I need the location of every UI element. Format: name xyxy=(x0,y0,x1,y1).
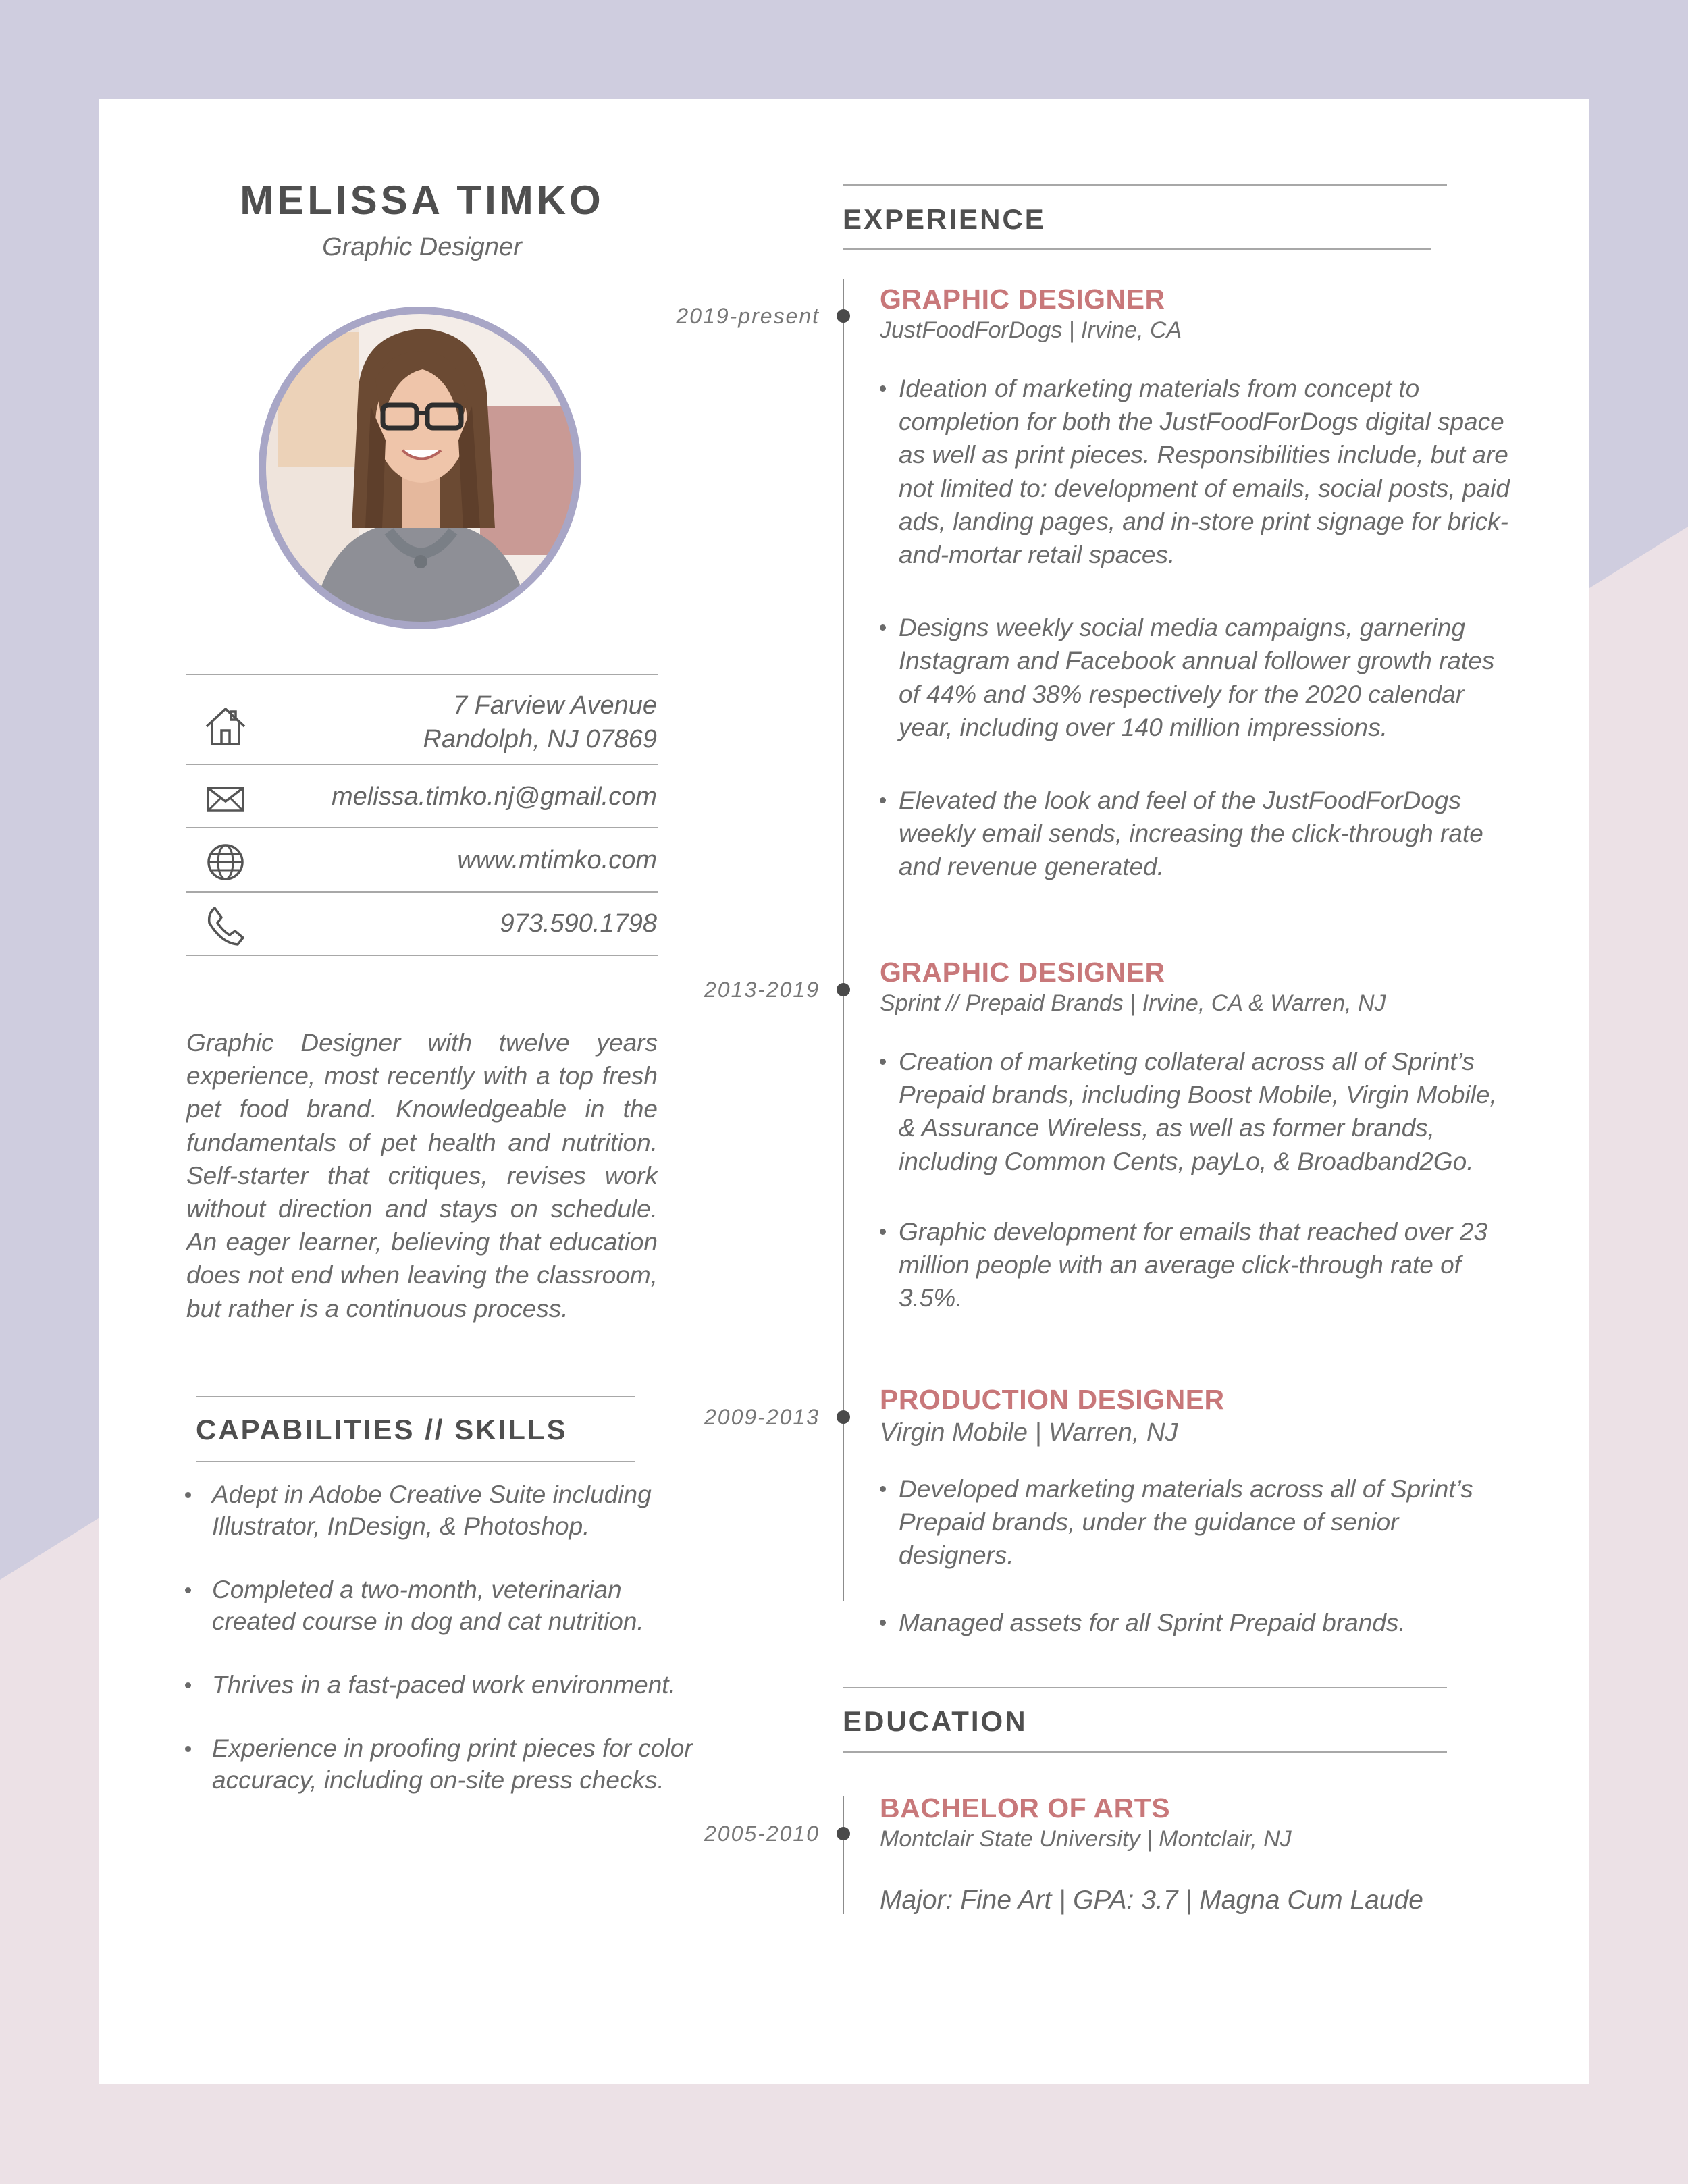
contact-rule xyxy=(186,827,658,828)
address-line1: 7 Farview Avenue xyxy=(452,691,657,720)
skill-item: Adept in Adobe Creative Suite including Illustrator, InDesign, & Photoshop. xyxy=(182,1479,695,1542)
job-title: PRODUCTION DESIGNER xyxy=(880,1384,1225,1415)
job-title: GRAPHIC DESIGNER xyxy=(880,957,1165,988)
skill-item: Experience in proofing print pieces for color accuracy, including on-site press checks. xyxy=(182,1732,695,1796)
job-bullet: Managed assets for all Sprint Prepaid brands. xyxy=(880,1606,1514,1639)
experience-rule-bottom xyxy=(843,248,1431,250)
job-bullet: Ideation of marketing materials from concept to completion for both the JustFoodForDogs digital space as well as print pieces. Responsibilities include, but are not limited to: development of emails, social posts, paid ads, landing pages, and in-store print signage for brick-and-mortar retail spaces. xyxy=(880,372,1514,571)
job-company: JustFoodForDogs | Irvine, CA xyxy=(880,317,1182,343)
profile-summary: Graphic Designer with twelve years experience, most recently with a top fresh pet food brand. Knowledgeable in the fundamentals of pet health and nutrition. Self-starter that critiques, revises work without direction and stays on schedule. An eager learner, believing that education does not end when leaving the classroom, but rather is a continuous process. xyxy=(186,1029,658,1323)
profile-photo xyxy=(257,305,583,631)
skills-heading: CAPABILITIES // SKILLS xyxy=(196,1414,568,1445)
job-dates: 2019-present xyxy=(676,304,820,328)
phone-number[interactable]: 973.590.1798 xyxy=(500,909,657,938)
timeline-dot xyxy=(837,983,850,996)
email-link[interactable]: melissa.timko.nj@gmail.com xyxy=(331,782,657,811)
job-bullet: Elevated the look and feel of the JustFoodForDogs weekly email sends, increasing the click-through rate and revenue generated. xyxy=(880,784,1514,884)
education-detail: Major: Fine Art | GPA: 3.7 | Magna Cum Laude xyxy=(880,1886,1423,1915)
job-bullets xyxy=(880,1472,1514,1639)
skill-item: Thrives in a fast-paced work environment. xyxy=(182,1669,695,1701)
job-bullets xyxy=(880,1045,1514,1314)
candidate-role: Graphic Designer xyxy=(322,233,522,261)
degree-title: BACHELOR OF ARTS xyxy=(880,1792,1171,1823)
timeline-dot xyxy=(837,309,850,323)
contact-rule xyxy=(186,764,658,765)
education-rule-top xyxy=(843,1687,1447,1688)
job-company: Virgin Mobile | Warren, NJ xyxy=(880,1418,1178,1447)
job-company: Sprint // Prepaid Brands | Irvine, CA & Warren, NJ xyxy=(880,990,1386,1016)
timeline-dot xyxy=(837,1827,850,1840)
timeline-dot xyxy=(837,1410,850,1424)
address-line2: Randolph, NJ 07869 xyxy=(423,725,657,753)
home-icon xyxy=(201,702,250,751)
job-bullets xyxy=(880,372,1514,884)
mail-icon xyxy=(201,774,250,823)
job-bullet: Designs weekly social media campaigns, garnering Instagram and Facebook annual follower growth rates of 44% and 38% respectively for the 2020 calendar year, including over 140 million impressions. xyxy=(880,611,1514,744)
job-bullet: Creation of marketing collateral across all of Sprint’s Prepaid brands, including Boost Mobile, Virgin Mobile, & Assurance Wireless, as well as former brands, including Common Cents, payLo, & Broadband2Go. xyxy=(880,1045,1514,1178)
contact-rule-top xyxy=(186,674,658,675)
experience-heading: EXPERIENCE xyxy=(843,203,1046,235)
experience-rule-top xyxy=(843,184,1447,186)
contact-rule xyxy=(186,891,658,893)
address xyxy=(252,689,657,756)
school-name: Montclair State University | Montclair, NJ xyxy=(880,1826,1292,1852)
job-bullet: Developed marketing materials across all of Sprint’s Prepaid brands, under the guidance of senior designers. xyxy=(880,1472,1514,1572)
education-heading: EDUCATION xyxy=(843,1705,1028,1737)
skills-rule-bottom xyxy=(196,1461,635,1462)
globe-icon xyxy=(201,838,250,886)
education-dates: 2005-2010 xyxy=(704,1821,820,1846)
job-dates: 2013-2019 xyxy=(704,978,820,1002)
job-title: GRAPHIC DESIGNER xyxy=(880,284,1165,315)
candidate-name: MELISSA TIMKO xyxy=(240,178,604,223)
skill-item: Completed a two-month, veterinarian created course in dog and cat nutrition. xyxy=(182,1574,695,1637)
job-dates: 2009-2013 xyxy=(704,1405,820,1429)
experience-timeline xyxy=(843,279,844,1601)
website-link[interactable]: www.mtimko.com xyxy=(457,846,657,874)
education-rule-bottom xyxy=(843,1751,1447,1753)
education-timeline xyxy=(843,1796,844,1914)
job-bullet: Graphic development for emails that reached over 23 million people with an average click-through rate of 3.5%. xyxy=(880,1215,1514,1315)
skills-rule-top xyxy=(196,1396,635,1397)
skills-list xyxy=(182,1479,695,1828)
contact-rule-bottom xyxy=(186,955,658,956)
phone-icon xyxy=(201,901,250,950)
